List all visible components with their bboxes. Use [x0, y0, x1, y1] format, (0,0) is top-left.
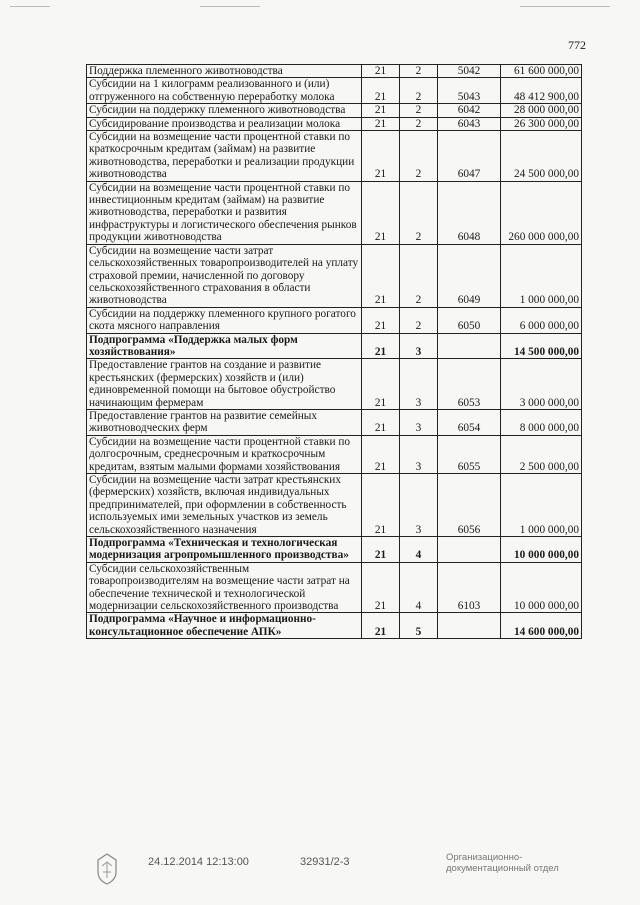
budget-item-name: Субсидии на 1 килограмм реализованного и (или) отгруженного на собственную переработку молока	[87, 78, 362, 104]
code-section: 21	[362, 65, 400, 78]
table-row	[87, 333, 582, 359]
code-target: 6056	[438, 474, 501, 537]
code-target	[438, 613, 501, 639]
table-row	[87, 435, 582, 473]
code-target: 6043	[438, 117, 501, 130]
amount-value: 8 000 000,00	[501, 409, 582, 435]
amount-value: 61 600 000,00	[501, 65, 582, 78]
code-subsection: 2	[400, 307, 438, 333]
table-row	[87, 562, 582, 613]
amount-value: 10 000 000,00	[501, 562, 582, 613]
code-subsection: 3	[400, 333, 438, 359]
code-section: 21	[362, 435, 400, 473]
code-section: 21	[362, 474, 400, 537]
budget-item-name: Подпрограмма «Поддержка малых форм хозяйствования»	[87, 333, 362, 359]
code-section: 21	[362, 537, 400, 563]
amount-value: 6 000 000,00	[501, 307, 582, 333]
amount-value: 1 000 000,00	[501, 474, 582, 537]
code-target	[438, 333, 501, 359]
table-row	[87, 131, 582, 182]
code-subsection: 3	[400, 474, 438, 537]
code-target	[438, 537, 501, 563]
table-row	[87, 613, 582, 639]
code-section: 21	[362, 117, 400, 130]
code-section: 21	[362, 562, 400, 613]
amount-value: 14 600 000,00	[501, 613, 582, 639]
code-section: 21	[362, 409, 400, 435]
budget-table	[86, 64, 582, 639]
table-row	[87, 244, 582, 307]
code-subsection: 2	[400, 181, 438, 244]
budget-item-name: Предоставление грантов на создание и развитие крестьянских (фермерских) хозяйств и (или) единовременной помощи на бытовое обустройство начинающим фермерам	[87, 359, 362, 410]
amount-value: 14 500 000,00	[501, 333, 582, 359]
table-row	[87, 181, 582, 244]
code-target: 6055	[438, 435, 501, 473]
scan-edge-mark	[10, 6, 50, 7]
amount-value: 48 412 900,00	[501, 78, 582, 104]
table-row	[87, 65, 582, 78]
code-subsection: 3	[400, 435, 438, 473]
code-target: 6048	[438, 181, 501, 244]
amount-value: 1 000 000,00	[501, 244, 582, 307]
code-section: 21	[362, 131, 400, 182]
page-number: 772	[568, 38, 586, 52]
table-row	[87, 78, 582, 104]
budget-item-name: Субсидии сельскохозяйственным товаропроизводителям на возмещение части затрат на обеспечение технической и технологической модернизации сельскохозяйственного производства	[87, 562, 362, 613]
code-target: 5042	[438, 65, 501, 78]
code-target: 6054	[438, 409, 501, 435]
code-target: 6047	[438, 131, 501, 182]
code-subsection: 2	[400, 131, 438, 182]
code-subsection: 3	[400, 359, 438, 410]
footer-datetime: 24.12.2014 12:13:00	[148, 856, 249, 868]
department-stamp	[446, 852, 559, 874]
budget-item-name: Субсидии на возмещение части процентной ставки по краткосрочным кредитам (займам) на развитие животноводства, переработки и реализации продукции животноводства	[87, 131, 362, 182]
code-subsection: 2	[400, 244, 438, 307]
table-row	[87, 359, 582, 410]
code-section: 21	[362, 104, 400, 117]
budget-item-name: Субсидии на возмещение части затрат крестьянских (фермерских) хозяйств, включая индивидуальных предпринимателей, при оформлении в собственность используемых ими земельных участков из земель сельскохозяйственного назначения	[87, 474, 362, 537]
code-subsection: 4	[400, 562, 438, 613]
code-subsection: 2	[400, 104, 438, 117]
table-row	[87, 537, 582, 563]
code-section: 21	[362, 613, 400, 639]
code-section: 21	[362, 244, 400, 307]
code-target: 6050	[438, 307, 501, 333]
emblem-icon	[94, 852, 120, 886]
footer-document-code: 32931/2-3	[300, 856, 350, 868]
amount-value: 28 000 000,00	[501, 104, 582, 117]
code-target: 6053	[438, 359, 501, 410]
amount-value: 3 000 000,00	[501, 359, 582, 410]
budget-item-name: Предоставление грантов на развитие семейных животноводческих ферм	[87, 409, 362, 435]
code-section: 21	[362, 307, 400, 333]
budget-item-name: Подпрограмма «Техническая и технологическая модернизация агропромышленного производства»	[87, 537, 362, 563]
amount-value: 260 000 000,00	[501, 181, 582, 244]
code-subsection: 2	[400, 117, 438, 130]
budget-item-name: Субсидии на возмещение части затрат сельскохозяйственных товаропроизводителей на уплату страховой премии, начисленной по договору сельскохозяйственного страхования в области животноводства	[87, 244, 362, 307]
code-subsection: 4	[400, 537, 438, 563]
code-subsection: 2	[400, 78, 438, 104]
code-target: 6042	[438, 104, 501, 117]
budget-item-name: Субсидии на поддержку племенного крупного рогатого скота мясного направления	[87, 307, 362, 333]
code-subsection: 3	[400, 409, 438, 435]
table-row	[87, 474, 582, 537]
code-subsection: 5	[400, 613, 438, 639]
amount-value: 10 000 000,00	[501, 537, 582, 563]
table-row	[87, 117, 582, 130]
stamp-line: документационный отдел	[446, 863, 559, 874]
budget-item-name: Субсидирование производства и реализации молока	[87, 117, 362, 130]
budget-item-name: Субсидии на возмещение части процентной ставки по долгосрочным, среднесрочным и краткосрочным кредитам, взятым малыми формами хозяйствования	[87, 435, 362, 473]
code-section: 21	[362, 333, 400, 359]
code-section: 21	[362, 181, 400, 244]
code-section: 21	[362, 359, 400, 410]
code-target: 6049	[438, 244, 501, 307]
budget-item-name: Субсидии на поддержку племенного животноводства	[87, 104, 362, 117]
scan-edge-mark	[520, 6, 610, 7]
budget-item-name: Подпрограмма «Научное и информационно-консультационное обеспечение АПК»	[87, 613, 362, 639]
scan-edge-mark	[200, 6, 260, 7]
code-target: 5043	[438, 78, 501, 104]
budget-item-name: Субсидии на возмещение части процентной ставки по инвестиционным кредитам (займам) на развитие животноводства, переработки и развития инфраструктуры и логистического обеспечения рынков продукции животноводства	[87, 181, 362, 244]
code-subsection: 2	[400, 65, 438, 78]
code-target: 6103	[438, 562, 501, 613]
stamp-line: Организационно-	[446, 852, 523, 863]
code-section: 21	[362, 78, 400, 104]
amount-value: 2 500 000,00	[501, 435, 582, 473]
amount-value: 26 300 000,00	[501, 117, 582, 130]
table-row	[87, 307, 582, 333]
amount-value: 24 500 000,00	[501, 131, 582, 182]
table-row	[87, 409, 582, 435]
budget-item-name: Поддержка племенного животноводства	[87, 65, 362, 78]
table-row	[87, 104, 582, 117]
